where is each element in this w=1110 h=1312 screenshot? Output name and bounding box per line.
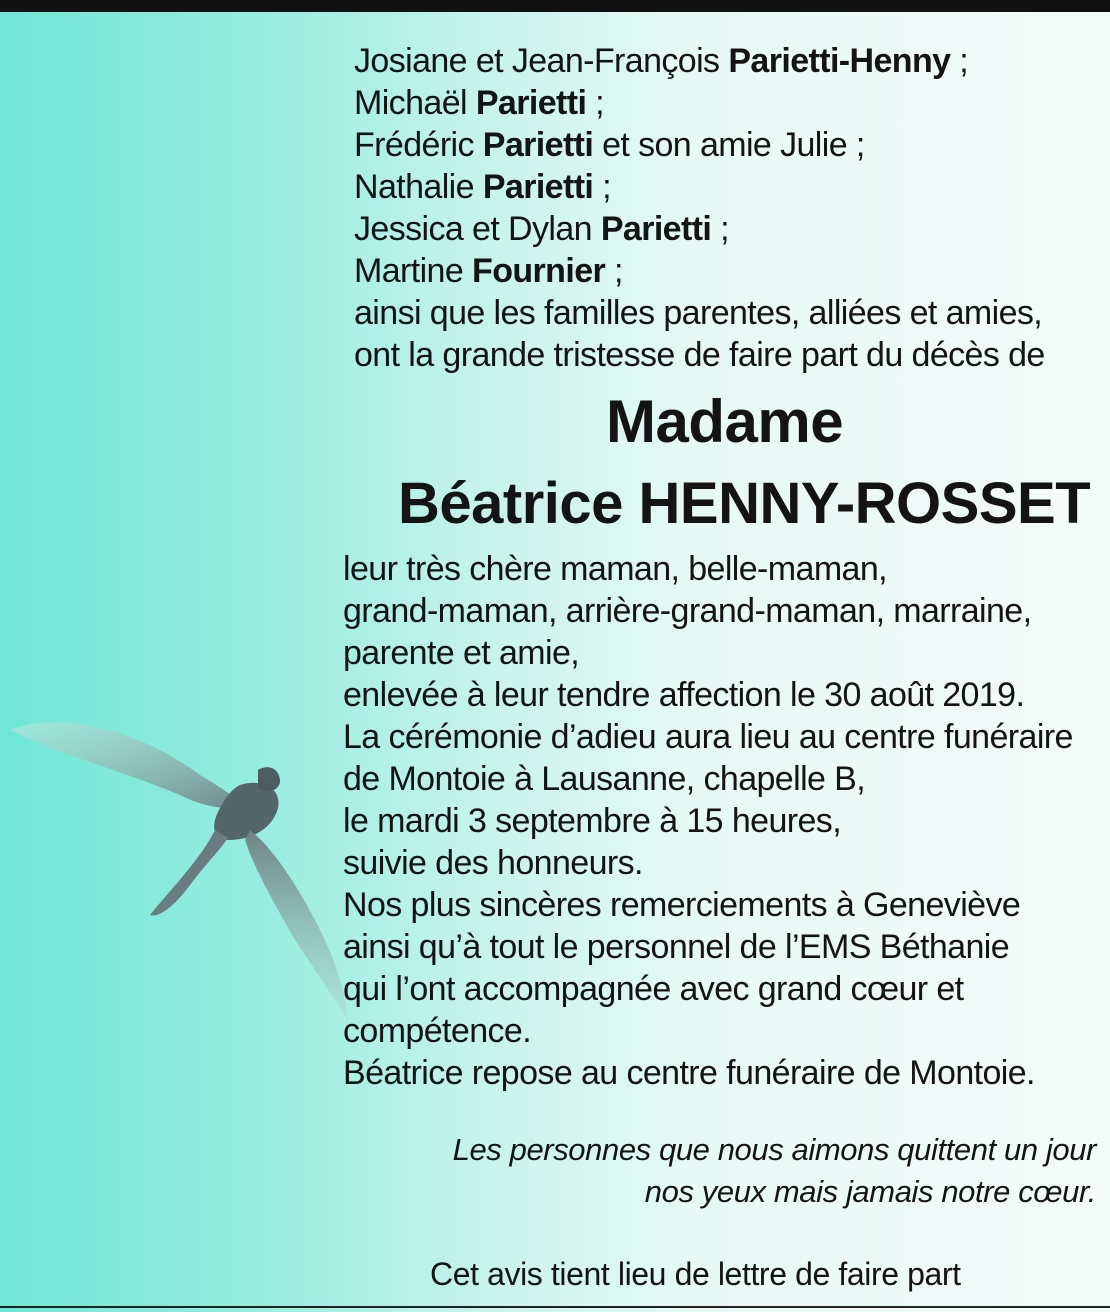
body-line: enlevée à leur tendre affection le 30 août 2019. (343, 676, 1025, 714)
body-line: Nos plus sincères remerciements à Geneviève (343, 886, 1021, 924)
flying-bird-image (0, 690, 400, 1050)
family-line: Josiane et Jean-François Parietti-Henny ; (354, 42, 969, 80)
top-border (0, 0, 1110, 12)
body-line: de Montoie à Lausanne, chapelle B, (343, 760, 866, 798)
body-line: La cérémonie d’adieu aura lieu au centre funéraire (343, 718, 1073, 756)
body-line: suivie des honneurs. (343, 844, 643, 882)
intro-line: ainsi que les familles parentes, alliées et amies, (354, 294, 1043, 332)
body-line: ainsi qu’à tout le personnel de l’EMS Béthanie (343, 928, 1010, 966)
body-line: le mardi 3 septembre à 15 heures, (343, 802, 842, 840)
intro-line: ont la grande tristesse de faire part du décès de (354, 336, 1045, 374)
bird-head (258, 767, 280, 791)
body-line: grand-maman, arrière-grand-maman, marraine, (343, 592, 1032, 630)
body-line: compétence. (343, 1012, 532, 1050)
family-line: Michaël Parietti ; (354, 84, 604, 122)
family-line: Nathalie Parietti ; (354, 168, 611, 206)
family-line: Frédéric Parietti et son amie Julie ; (354, 126, 865, 164)
bottom-border (0, 1306, 1110, 1308)
body-line: qui l’ont accompagnée avec grand cœur et (343, 970, 964, 1008)
quote-line: nos yeux mais jamais notre cœur. (644, 1174, 1096, 1209)
bird-tail (150, 830, 228, 915)
closing-note: Cet avis tient lieu de lettre de faire part (430, 1256, 961, 1292)
right-wing (245, 830, 348, 1020)
body-line: parente et amie, (343, 634, 580, 672)
family-line: Jessica et Dylan Parietti ; (354, 210, 729, 248)
body-line: leur très chère maman, belle-maman, (343, 550, 888, 588)
family-line: Martine Fournier ; (354, 252, 623, 290)
left-wing (10, 722, 245, 808)
deceased-title: Madame (606, 388, 844, 455)
deceased-name: Béatrice HENNY-ROSSET (398, 471, 1091, 536)
quote-line: Les personnes que nous aimons quittent un jour (452, 1132, 1096, 1167)
body-line: Béatrice repose au centre funéraire de Montoie. (343, 1054, 1035, 1092)
